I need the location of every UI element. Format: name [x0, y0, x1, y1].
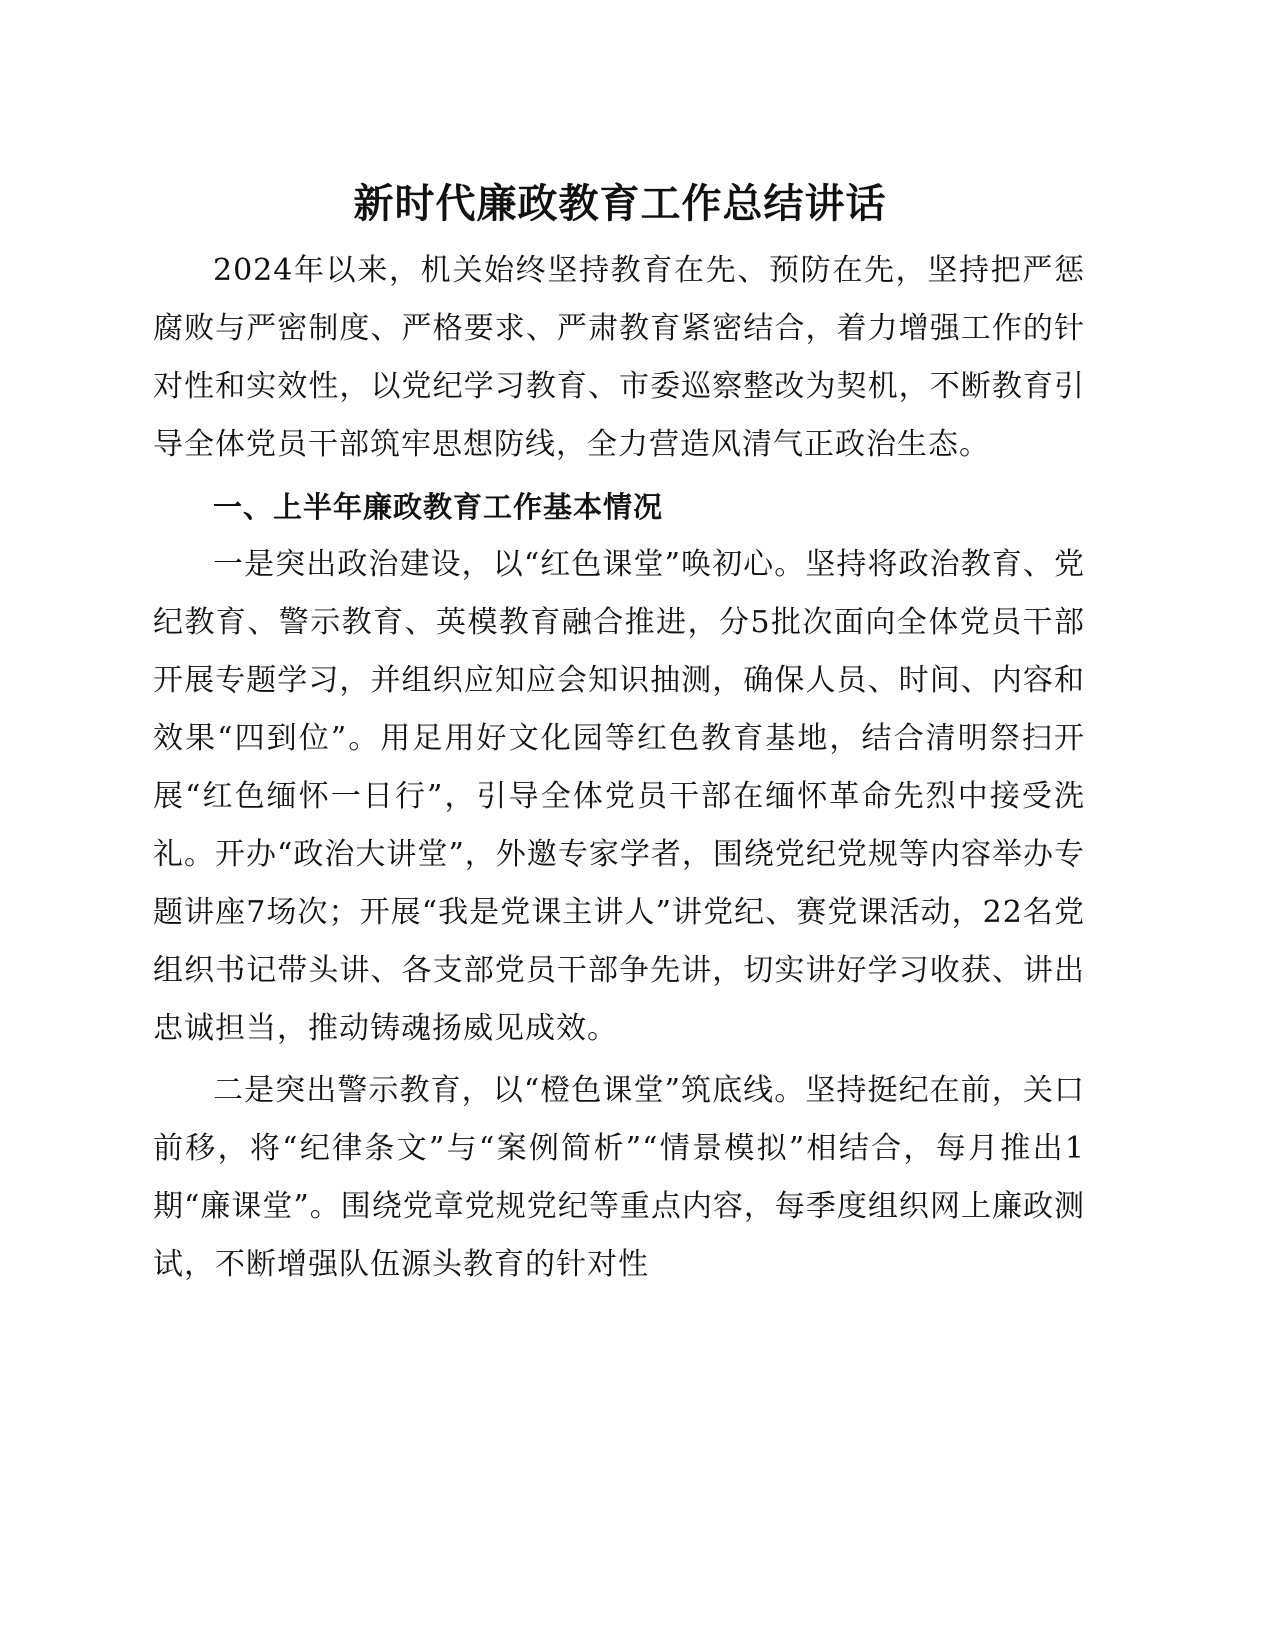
intro-paragraph: 2024年以来，机关始终坚持教育在先、预防在先，坚持把严惩腐败与严密制度、严格要求、严肃教育紧密结合，着力增强工作的针对性和实效性，以党纪学习教育、市委巡察整改为契机，不断教育引导全体党员干部筑牢思想防线，全力营造风清气正政治生态。 — [153, 253, 1085, 462]
document-body — [153, 242, 1085, 1298]
document-title: 新时代廉政教育工作总结讲话 — [353, 181, 887, 227]
paragraph-red-classroom: 一是突出政治建设，以“红色课堂”唤初心。坚持将政治教育、党纪教育、警示教育、英模教育融合推进，分5批次面向全体党员干部开展专题学习，并组织应知应会知识抽测，确保人员、时间、内容和效果“四到位”。用足用好文化园等红色教育基地，结合清明祭扫开展“红色缅怀一日行”，引导全体党员干部在缅怀革命先烈中接受洗礼。开办“政治大讲堂”，外邀专家学者，围绕党纪党规等内容举办专题讲座7场次；开展“我是党课主讲人”讲党纪、赛党课活动，22名党组织书记带头讲、各支部党员干部争先讲，切实讲好学习收获、讲出忠诚担当，推动铸魂扬威见成效。 — [153, 547, 1085, 1046]
paragraph-orange-classroom: 二是突出警示教育，以“橙色课堂”筑底线。坚持挺纪在前，关口前移，将“纪律条文”与“案例简析”“情景模拟”相结合，每月推出1期“廉课堂”。围绕党章党规党纪等重点内容，每季度组织网上廉政测试，不断增强队伍源头教育的针对性 — [153, 1073, 1085, 1282]
section-heading: 一、上半年廉政教育工作基本情况 — [213, 490, 664, 524]
